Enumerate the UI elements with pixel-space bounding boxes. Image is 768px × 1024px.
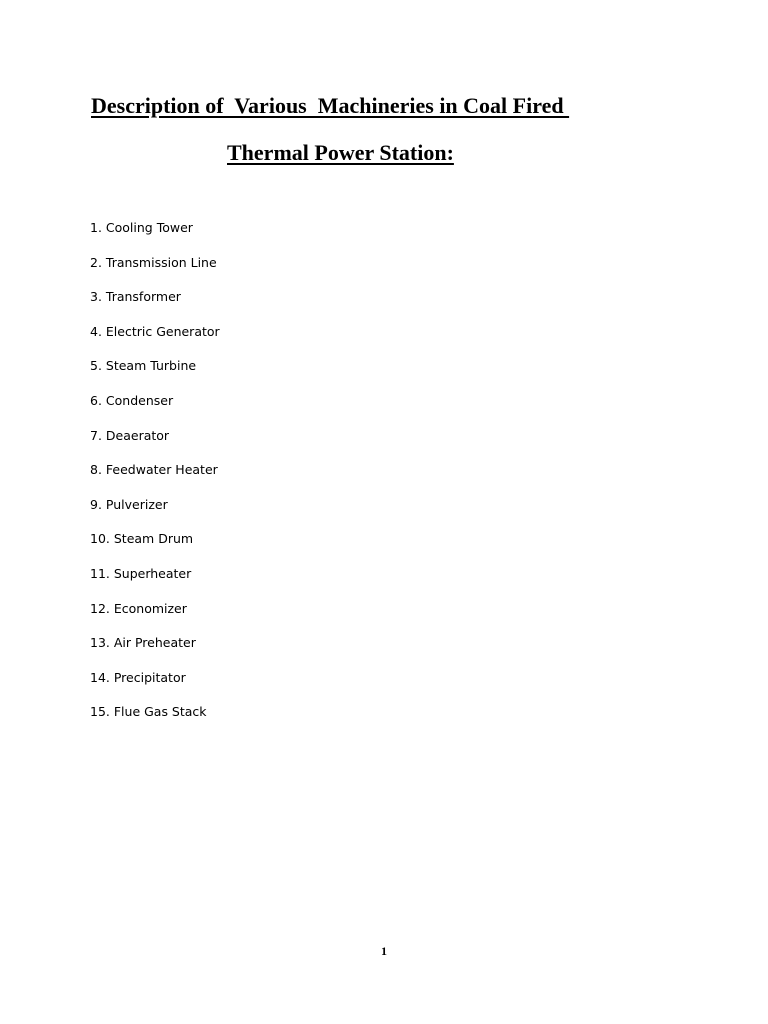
list-item: 12. Economizer bbox=[90, 600, 187, 616]
list-item: 10. Steam Drum bbox=[90, 531, 194, 547]
list-item: 9. Pulverizer bbox=[90, 496, 168, 512]
list-item: 5. Steam Turbine bbox=[90, 358, 197, 374]
list-item: 3. Transformer bbox=[90, 289, 181, 305]
list-item: 2. Transmission Line bbox=[90, 254, 217, 270]
list-item: 4. Electric Generator bbox=[90, 323, 220, 339]
list-item: 15. Flue Gas Stack bbox=[90, 704, 207, 720]
list-item: 11. Superheater bbox=[90, 565, 192, 581]
document-title-line-2: Thermal Power Station: bbox=[227, 140, 454, 165]
list-item: 1. Cooling Tower bbox=[90, 220, 193, 235]
machinery-list bbox=[90, 220, 220, 739]
document-title-line-1: Description of Various Machineries in Coal Fired bbox=[91, 93, 570, 118]
list-item: 7. Deaerator bbox=[90, 427, 170, 443]
list-item: 13. Air Preheater bbox=[90, 635, 196, 651]
list-item: 14. Precipitator bbox=[90, 669, 186, 685]
page-number: 1 bbox=[381, 944, 387, 958]
list-item: 6. Condenser bbox=[90, 392, 174, 408]
list-item: 8. Feedwater Heater bbox=[90, 462, 218, 478]
